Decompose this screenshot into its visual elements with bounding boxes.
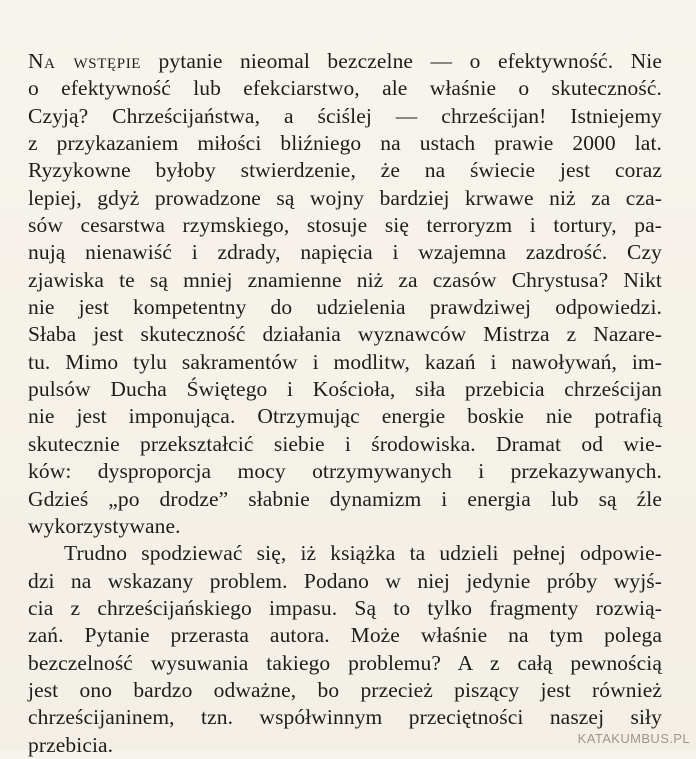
text-line: Gdzieś „po drodze” słabnie dynamizm i energia lub są źle xyxy=(28,486,662,511)
text-line-rest: pytanie nieomal bezczelne — o efektywność. Nie xyxy=(141,49,662,73)
text-line: tu. Mimo tylu sakramentów i modlitw, kazań i nawoływań, im- xyxy=(28,349,662,374)
text-line: Słaba jest skuteczność działania wyznawców Mistrza z Nazare- xyxy=(28,322,662,347)
text-line: lepiej, gdyż prowadzone są wojny bardziej krwawe niż za cza- xyxy=(28,185,662,210)
paragraph-2 xyxy=(28,540,662,759)
text-line: zań. Pytanie przerasta autora. Może właśnie na tym polega xyxy=(28,623,662,648)
text-line: ków: dysproporcja mocy otrzymywanych i przekazywanych. xyxy=(28,459,662,484)
text-line: jest ono bardzo odważne, bo przecież piszący jest również xyxy=(28,677,662,702)
text-line: Czyją? Chrześcijaństwa, a ściślej — chrześcijan! Istniejemy xyxy=(28,103,662,128)
text-line-last: wykorzystywane. xyxy=(28,513,181,538)
text-line-last: przebicia. xyxy=(28,732,114,757)
text-line: Ryzykowne byłoby stwierdzenie, że na świecie jest coraz xyxy=(28,158,662,183)
text-line: nują nienawiść i zdrady, napięcia i wzajemna zazdrość. Czy xyxy=(28,240,662,265)
text-line: zjawiska te są mniej znamienne niż za czasów Chrystusa? Nikt xyxy=(28,267,662,292)
text-line: nie jest kompetentny do udzielenia prawdziwej odpowiedzi. xyxy=(28,295,662,320)
text-line: sów cesarstwa rzymskiego, stosuje się terroryzm i tortury, pa- xyxy=(28,213,662,238)
text-line: bezczelność wysuwania takiego problemu? A z całą pewnością xyxy=(28,650,662,675)
text-line: z przykazaniem miłości bliźniego na ustach prawie 2000 lat. xyxy=(28,131,662,156)
page-text xyxy=(28,48,662,759)
text-line: cia z chrześcijańskiego impasu. Są to tylko fragmenty rozwią- xyxy=(28,595,662,620)
text-line: pulsów Ducha Świętego i Kościoła, siła przebicia chrześcijan xyxy=(28,377,662,402)
text-line: dzi na wskazany problem. Podano w niej jedynie próby wyjś- xyxy=(28,568,662,593)
lead-in-smallcaps: Na wstępie xyxy=(28,49,142,73)
text-line: nie jest imponująca. Otrzymując energie boskie nie potrafią xyxy=(28,404,662,429)
watermark: KATAKUMBUS.PL xyxy=(577,731,690,746)
text-line: skutecznie przekształcić siebie i środowiska. Dramat od wie- xyxy=(28,431,662,456)
text-line: o efektywność lub efekciarstwo, ale właśnie o skuteczność. xyxy=(28,76,662,101)
text-line: chrześcijaninem, tzn. współwinnym przeciętności naszej siły xyxy=(28,705,662,730)
paragraph-1 xyxy=(28,48,662,540)
text-line xyxy=(28,48,662,75)
text-line-indented: Trudno spodziewać się, iż książka ta udzieli pełnej odpowie- xyxy=(64,541,662,566)
